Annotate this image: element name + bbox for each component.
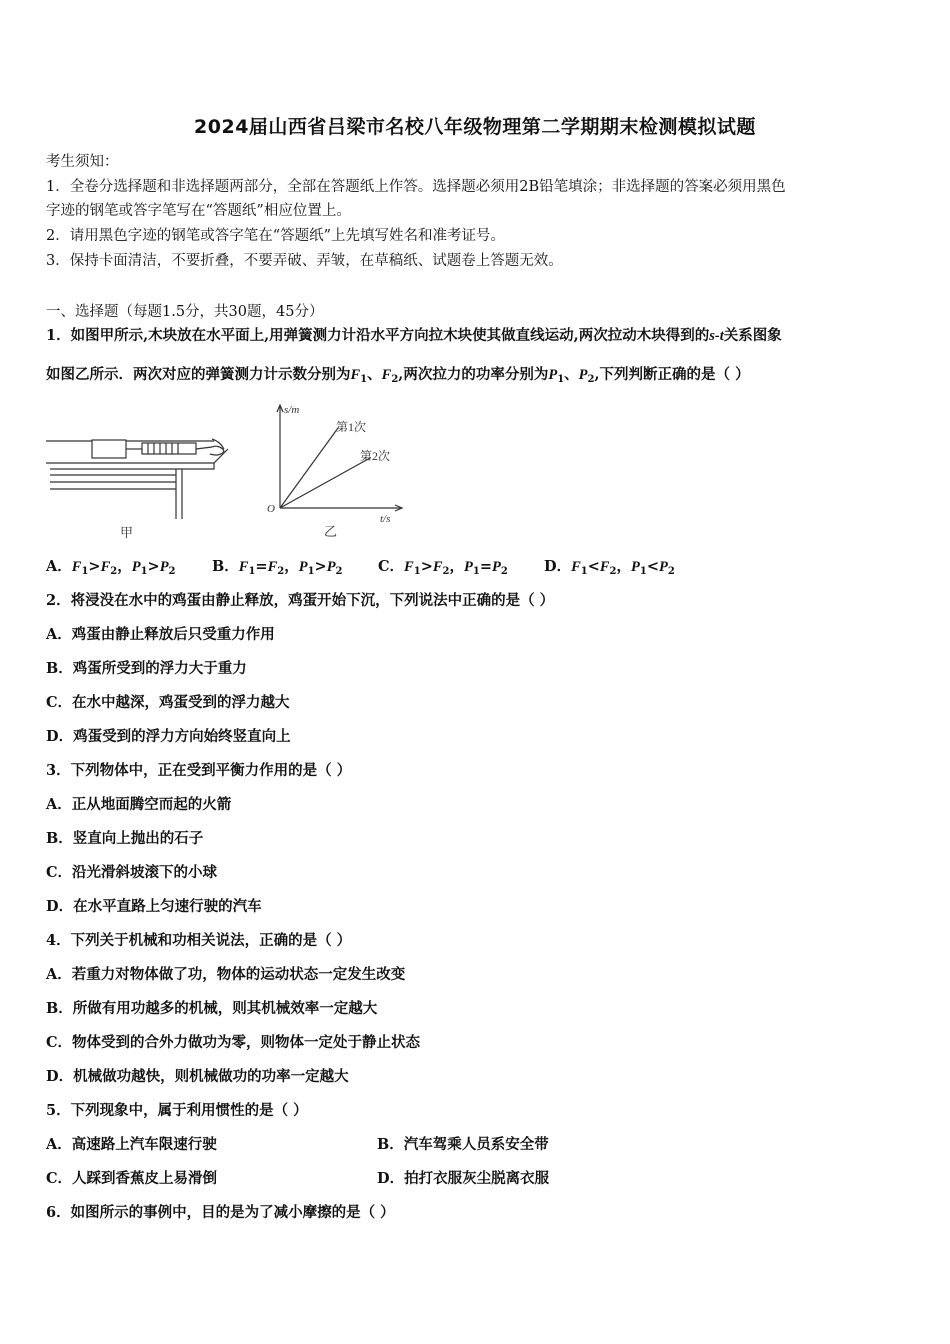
origin-label: O [267,503,275,515]
q4-option-c[interactable]: C．物体受到的合外力做功为零，则物体一定处于静止状态 [46,1034,421,1051]
q3-option-b[interactable]: B．竖直向上抛出的石子 [46,830,204,847]
series-label-1: 第1次 [336,420,367,434]
q6-stem: 6．如图所示的事例中，目的是为了减小摩擦的是（ ） [46,1204,395,1221]
series-line-1 [280,428,338,508]
q1-option-b[interactable]: B．$F_1=F_2$，$P_1>P_2$ [212,558,343,577]
series-label-2: 第2次 [360,449,391,463]
q1-option-c[interactable]: C．$F_1>F_2$，$P_1=P_2$ [378,558,508,577]
notice-item-1: 1．全卷分选择题和非选择题两部分，全部在答题纸上作答。选择题必须用2B铅笔填涂；非选择题的答案必须用黑色 [46,179,786,195]
notice-item-3: 3．保持卡面清洁，不要折叠，不要弄破、弄皱，在草稿纸、试题卷上答题无效。 [46,253,563,269]
section-heading: 一、选择题（每题1.5分，共30题，45分） [46,304,324,320]
q5-option-a[interactable]: A．高速路上汽车限速行驶 [46,1136,217,1153]
notice-item-1-cont: 字迹的钢笔或答字笔写在“答题纸”相应位置上。 [46,203,351,219]
q2-option-a[interactable]: A．鸡蛋由静止释放后只受重力作用 [46,626,275,643]
q3-option-c[interactable]: C．沿光滑斜坡滚下的小球 [46,864,218,881]
notice-heading: 考生须知： [46,154,119,170]
q5-option-d[interactable]: D．拍打衣服灰尘脱离衣服 [377,1170,550,1187]
q5-option-c[interactable]: C．人踩到香蕉皮上易滑倒 [46,1170,218,1187]
series-line-2 [280,458,370,508]
q3-option-a[interactable]: A．正从地面腾空而起的火箭 [46,796,232,813]
q4-option-d[interactable]: D．机械做功越快，则机械做功的功率一定越大 [46,1068,349,1085]
q4-stem: 4．下列关于机械和功相关说法，正确的是（ ） [46,932,352,949]
q2-stem: 2．将浸没在水中的鸡蛋由静止释放，鸡蛋开始下沉，下列说法中正确的是（ ） [46,592,555,609]
notice-item-2: 2．请用黑色字迹的钢笔或答字笔在“答题纸”上先填写姓名和准考证号。 [46,228,506,244]
q4-option-a[interactable]: A．若重力对物体做了功，物体的运动状态一定发生改变 [46,966,406,983]
q3-option-d[interactable]: D．在水平直路上匀速行驶的汽车 [46,898,262,915]
page-title: 2024届山西省吕梁市名校八年级物理第二学期期末检测模拟试题 [194,116,756,138]
x-axis-label: t/s [380,513,391,525]
q1-option-d[interactable]: D．$F_1<F_2$，$P_1<P_2$ [544,558,675,577]
q1-stem-line1: 1．如图甲所示,木块放在水平面上,用弹簧测力计沿水平方向拉木块使其做直线运动,两次拉动木块得到的s-t关系图象 [46,327,782,344]
figure-st-graph [262,400,412,545]
fig-caption-jia: 甲 [120,525,134,540]
q5-option-b[interactable]: B．汽车驾乘人员系安全带 [377,1136,549,1153]
q5-stem: 5．下列现象中，属于利用惯性的是（ ） [46,1102,308,1119]
y-axis-label: s/m [284,404,300,416]
q3-stem: 3．下列物体中，正在受到平衡力作用的是（ ） [46,762,352,779]
fig-caption-yi: 乙 [324,524,338,539]
q1-option-a[interactable]: A．$F_1>F_2$，$P_1>P_2$ [46,558,176,577]
q2-option-d[interactable]: D．鸡蛋受到的浮力方向始终竖直向上 [46,728,291,745]
q1-stem-line2: 如图乙所示．两次对应的弹簧测力计示数分别为$F_1$、$F_2$,两次拉力的功率分别为$P_1$、$P_2$,下列判断正确的是（ ） [46,366,750,385]
q2-option-b[interactable]: B．鸡蛋所受到的浮力大于重力 [46,660,247,677]
q4-option-b[interactable]: B．所做有用功越多的机械，则其机械效率一定越大 [46,1000,378,1017]
figure-apparatus [44,425,234,545]
q2-option-c[interactable]: C．在水中越深，鸡蛋受到的浮力越大 [46,694,290,711]
